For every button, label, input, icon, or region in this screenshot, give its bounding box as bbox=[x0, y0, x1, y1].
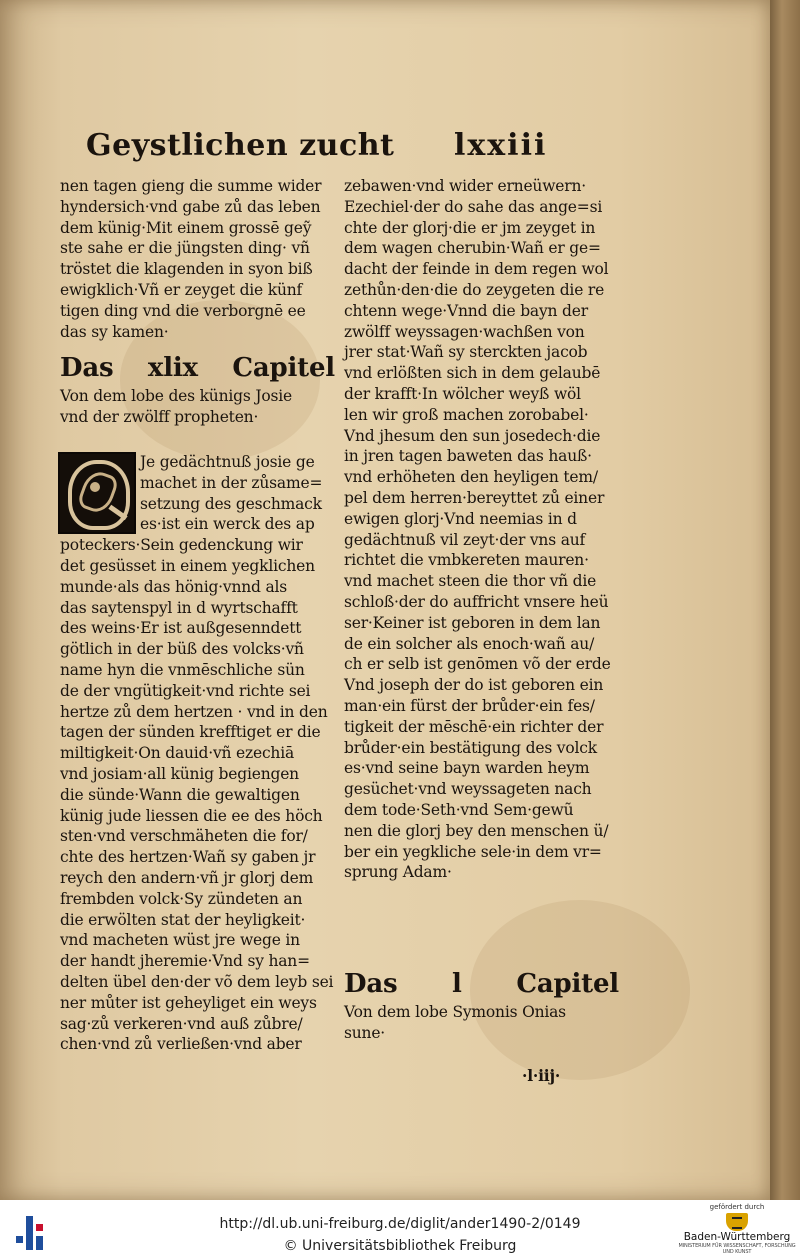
funder-logo bbox=[674, 1203, 800, 1259]
chapter-subtitle: Von dem lobe Symonis Onias bbox=[344, 1003, 566, 1021]
text-line: vnd erlößten sich in dem gelaubē bbox=[344, 364, 601, 383]
funder-name: Baden-Württemberg bbox=[683, 1231, 791, 1243]
text-line: ewigen glorj·Vnd neemias in d bbox=[344, 509, 577, 528]
text-line: de ein solcher als enoch·wañ au/ bbox=[344, 634, 595, 653]
chapter-word: Capitel bbox=[516, 969, 619, 999]
text-line: hyndersich·vnd gabe zů das leben bbox=[60, 197, 321, 216]
text-line: zethůn·den·die do zeygeten die re bbox=[344, 280, 605, 299]
text-line: die sünde·Wann die gewaltigen bbox=[60, 785, 300, 804]
text-line: sten·vnd verschmäheten die for/ bbox=[60, 827, 308, 846]
text-line: gedächtnuß vil zeyt·der vns auf bbox=[344, 530, 586, 549]
text-line: det gesüsset in einem yegklichen bbox=[60, 556, 315, 575]
text-line: Je gedächtnuß josie ge bbox=[140, 453, 315, 471]
text-line: götlich in der büß des volcks·vñ bbox=[60, 640, 304, 659]
text-line: miltigkeit·On dauid·vñ ezechiā bbox=[60, 744, 295, 763]
text-line: chte des hertzen·Wañ sy gaben jr bbox=[60, 848, 316, 867]
text-line: nen die glorj bey den menschen ü/ bbox=[344, 821, 609, 840]
text-line: ner můter ist geheyliget ein weys bbox=[60, 993, 317, 1012]
funder-ministry: MINISTERIUM FÜR WISSENSCHAFT, FORSCHUNG UND KUNST bbox=[678, 1243, 796, 1255]
signature-mark: ·l·iij· bbox=[522, 1066, 561, 1085]
text-line: ewigklich·Vñ er zeyget die künf bbox=[60, 280, 303, 299]
chapter-word: Capitel bbox=[232, 353, 335, 383]
text-line: reych den andern·vñ jr glorj dem bbox=[60, 868, 314, 887]
text-line: zwölff weyssagen·wachßen von bbox=[344, 322, 585, 341]
chapter-xlix-heading bbox=[60, 352, 335, 428]
text-line: zebawen·vnd wider erneüwern· bbox=[344, 177, 586, 195]
chapter-word: Das bbox=[60, 353, 114, 383]
text-line: das saytenspyl in d wyrtschafft bbox=[60, 598, 298, 617]
chapter-subtitle: vnd der zwölff propheten· bbox=[60, 407, 259, 426]
text-line: brůder·ein bestätigung des volck bbox=[344, 738, 597, 757]
text-line: len wir groß machen zorobabel· bbox=[344, 405, 589, 424]
text-line: ch er selb ist genōmen võ der erde bbox=[344, 655, 611, 674]
chapter-subtitle: Von dem lobe des künigs Josie bbox=[60, 387, 292, 405]
text-line: setzung des geschmack bbox=[140, 494, 322, 513]
text-line: machet in der zůsame= bbox=[140, 473, 323, 492]
text-line: künig jude liessen die ee des höch bbox=[60, 806, 323, 825]
text-line: delten übel den·der võ dem leyb sei bbox=[60, 972, 334, 991]
text-line: frembden volck·Sy zündeten an bbox=[60, 889, 303, 908]
text-line: sag·zů verkeren·vnd auß zůbre/ bbox=[60, 1014, 303, 1033]
text-line: tröstet die klagenden in syon biß bbox=[60, 260, 313, 279]
text-line: gesüchet·vnd weyssageten nach bbox=[344, 780, 592, 799]
text-line: pel dem herren·bereyttet zů einer bbox=[344, 488, 605, 507]
text-line: das sy kamen· bbox=[60, 322, 169, 341]
text-line: vnd josiam·all künig begiengen bbox=[60, 764, 299, 783]
text-line: Ezechiel·der do sahe das ange=si bbox=[344, 197, 603, 216]
text-line: in jren tagen baweten das hauß· bbox=[344, 447, 592, 466]
text-line: dacht der feinde in dem regen wol bbox=[344, 260, 609, 279]
text-line: de der vngütigkeit·vnd richte sei bbox=[60, 681, 311, 700]
text-line: der krafft·In wölcher weyß wöl bbox=[344, 384, 581, 403]
text-line: chtenn wege·Vnnd die bayn der bbox=[344, 301, 588, 320]
text-line: tigkeit der mēschē·ein richter der bbox=[344, 717, 604, 736]
text-line: sprung Adam· bbox=[344, 863, 452, 882]
folio-number: lxxiii bbox=[454, 128, 548, 163]
source-url[interactable]: http://dl.ub.uni-freiburg.de/diglit/ander1490-2/0149 bbox=[219, 1216, 581, 1232]
chapter-word: Das bbox=[344, 969, 398, 999]
text-line: dem künig·Mit einem grossē geỹ bbox=[60, 218, 312, 237]
text-line: ser·Keiner ist geboren in dem lan bbox=[344, 613, 601, 632]
chapter-number: xlix bbox=[147, 353, 198, 383]
text-line: tagen der sünden krefftiget er die bbox=[60, 723, 321, 742]
text-line: der handt jheremie·Vnd sy han= bbox=[60, 952, 310, 971]
coat-of-arms-icon bbox=[726, 1213, 748, 1231]
chapter-number: l bbox=[452, 969, 462, 999]
text-line: ste sahe er die jüngsten ding· vñ bbox=[60, 239, 310, 258]
text-line: des weins·Er ist außgesenndett bbox=[60, 619, 302, 638]
copyright-notice: © Universitätsbibliothek Freiburg bbox=[283, 1238, 517, 1254]
text-line: dem wagen cherubin·Wañ er ge= bbox=[344, 239, 601, 258]
text-line: vnd macheten wüst jre wege in bbox=[60, 931, 300, 950]
text-line: chen·vnd zů verließen·vnd aber bbox=[60, 1035, 302, 1054]
text-line: nen tagen gieng die summe wider bbox=[60, 177, 322, 195]
text-line: vnd machet steen die thor vñ die bbox=[344, 572, 597, 591]
text-line: dem tode·Seth·vnd Sem·gewũ bbox=[344, 800, 574, 819]
left-column-body bbox=[60, 452, 335, 1055]
text-line: ber ein yegkliche sele·in dem vr= bbox=[344, 842, 602, 861]
text-line: man·ein fürst der brůder·ein fes/ bbox=[344, 696, 595, 715]
book-edge bbox=[770, 0, 800, 1200]
chapter-l-heading bbox=[344, 968, 619, 1044]
text-line: munde·als das hönig·vnnd als bbox=[60, 577, 288, 596]
chapter-title bbox=[344, 968, 619, 1000]
chapter-subtitle: sune· bbox=[344, 1023, 386, 1042]
text-line: name hyn die vnmēschliche sün bbox=[60, 660, 305, 679]
text-line: es·vnd seine bayn warden heym bbox=[344, 759, 590, 778]
text-line: richtet die vmbkereten mauren· bbox=[344, 551, 589, 570]
text-line: vnd erhöheten den heyligen tem/ bbox=[344, 468, 598, 487]
text-line: schloß·der do auffricht vnsere heü bbox=[344, 592, 609, 611]
text-line: es·ist ein werck des ap bbox=[140, 515, 315, 534]
text-line: hertze zů dem hertzen · vnd in den bbox=[60, 702, 328, 721]
running-head-left: Geystlichen zucht bbox=[86, 128, 395, 163]
text-line: chte der glorj·die er jm zeyget in bbox=[344, 218, 596, 237]
text-line: die erwölten stat der heyligkeit· bbox=[60, 910, 306, 929]
right-column bbox=[344, 176, 629, 883]
text-line: Vnd joseph der do ist geboren ein bbox=[344, 676, 604, 695]
left-column-top bbox=[60, 176, 335, 342]
text-line: jrer stat·Wañ sy sterckten jacob bbox=[344, 343, 588, 362]
text-line: Vnd jhesum den sun josedech·die bbox=[344, 426, 601, 445]
chapter-title bbox=[60, 352, 335, 384]
funder-label: gefördert durch bbox=[709, 1203, 765, 1211]
text-line: tigen ding vnd die verborgnē ee bbox=[60, 301, 306, 320]
text-line: poteckers·Sein gedenckung wir bbox=[60, 536, 303, 555]
